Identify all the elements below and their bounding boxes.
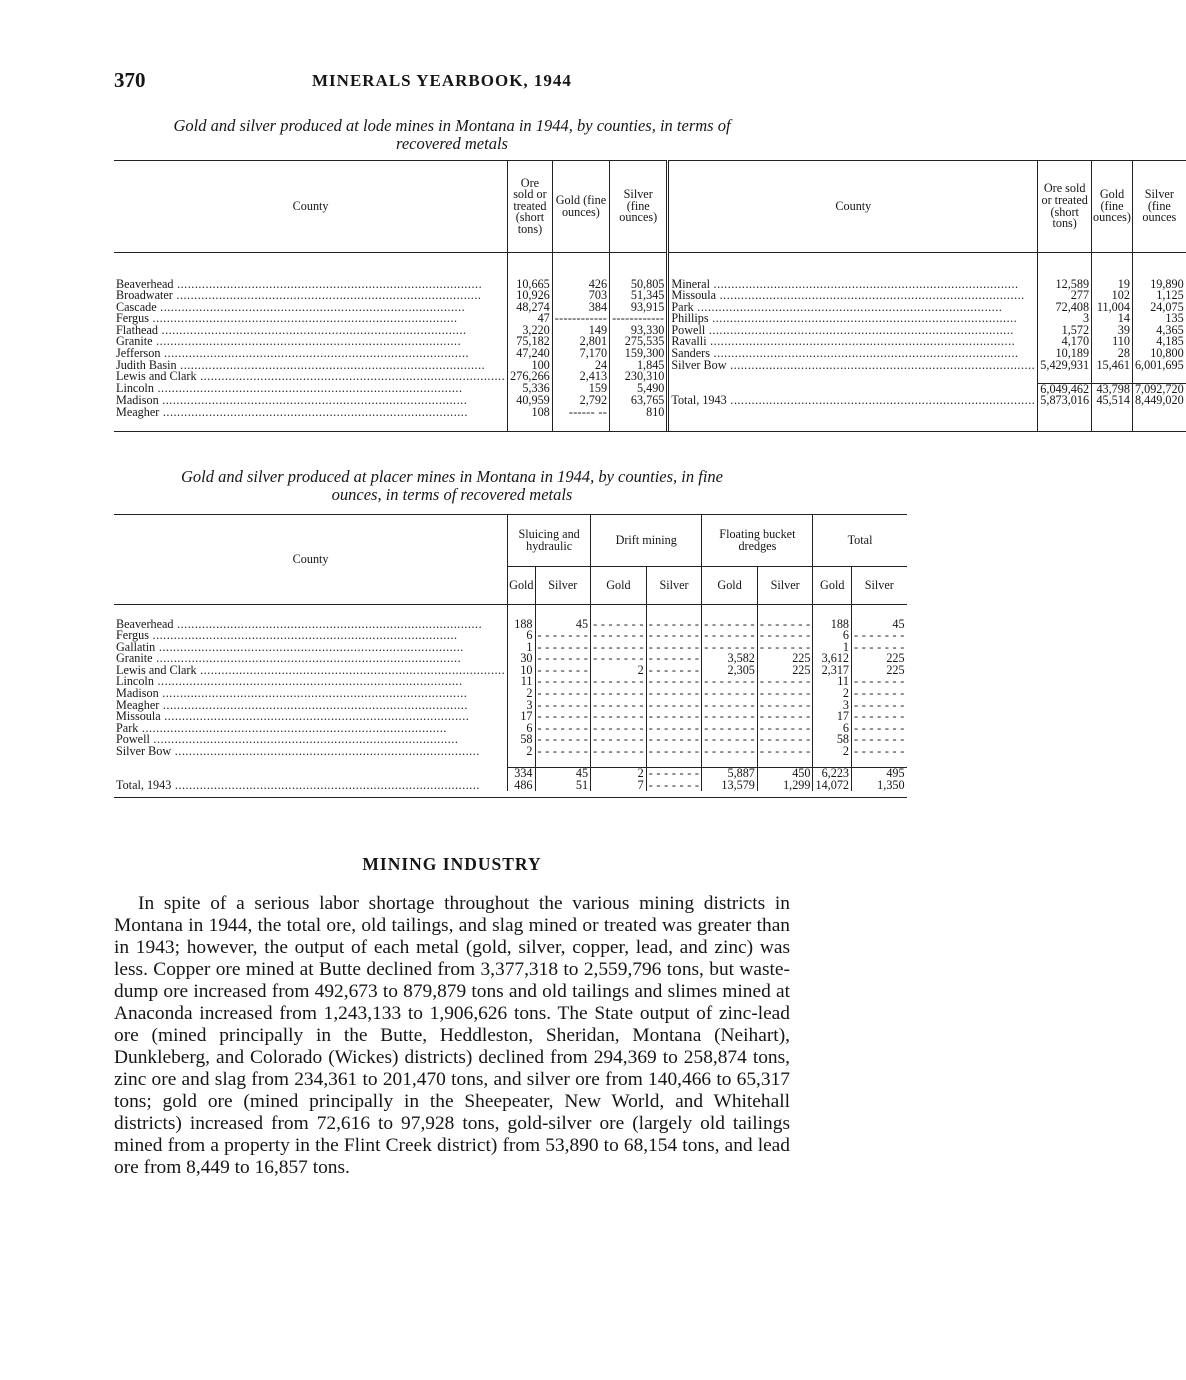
value-cell: 45 bbox=[535, 619, 591, 631]
table-row bbox=[114, 746, 907, 758]
value-cell: 47 bbox=[508, 313, 553, 325]
value-cell: 6 bbox=[508, 723, 535, 735]
body-paragraph: In spite of a serious labor shortage throughout the various mining districts in Montana in 1944, the total ore, old tailings, and slag mined or treated was greater than in 1943; however, the output of each metal (gold, silver, copper, lead, and zinc) was less. Copper ore mined at Butte declined from 3,377,318 to 2,559,796 tons, but waste-dump ore increased from 492,673 to 879,879 tons and old tailings and slimes mined at Anaconda increased from 1,243,133 to 1,906,626 tons. The State output of zinc-lead ore (mined principally in the Butte, Heddleston, Sheridan, Montana (Neihart), Dunkleberg, and Colorado (Wickes) districts) declined from 294,369 to 258,874 tons, zinc ore and slag from 234,361 to 201,470 tons, and silver ore from 140,466 to 65,317 tons; gold ore (mined principally in the Sheepeater, New World, and Whitehall districts) increased from 72,616 to 97,928 tons, gold-silver ore (largely old tailings mined from a property in the Flint Creek district) from 53,890 to 68,154 tons, and lead ore from 8,449 to 16,857 tons. bbox=[114, 893, 790, 1178]
value-cell: 6 bbox=[813, 630, 852, 642]
table2-caption: Gold and silver produced at placer mines in Montana in 1944, by counties, in fine ounces, in terms of recovered metals bbox=[181, 467, 723, 504]
value-cell: 4,185 bbox=[1156, 334, 1184, 349]
value-cell: - - - - - - - bbox=[646, 723, 702, 735]
value-cell: - - - - - - - bbox=[591, 642, 647, 654]
value-cell bbox=[1038, 407, 1092, 419]
value-cell: - - - - - - - bbox=[591, 734, 647, 746]
value-cell: - - - - - - - bbox=[646, 676, 702, 688]
county-cell: Lincoln ..... bbox=[114, 676, 508, 688]
value-cell: - - - - - - - bbox=[854, 744, 905, 759]
value-cell: 7,092,720 bbox=[1132, 383, 1185, 395]
value-cell: - - - - - - - bbox=[591, 688, 647, 700]
table1-caption: Gold and silver produced at lode mines in Montana in 1944, by counties, in terms of recovered metals bbox=[173, 116, 731, 153]
value-cell: - - - - - - - bbox=[702, 734, 758, 746]
value-cell: - - - - - - - bbox=[757, 619, 813, 631]
value-cell: 2 bbox=[591, 665, 647, 677]
value-cell: 8,449,020 bbox=[1134, 393, 1184, 408]
value-cell: 2 bbox=[813, 746, 852, 758]
value-cell: - - - - - - - bbox=[757, 723, 813, 735]
t1-header-county: County bbox=[114, 161, 508, 253]
value-cell bbox=[1092, 407, 1133, 419]
value-cell: 384 bbox=[552, 302, 609, 314]
value-cell: - - - - - - - bbox=[535, 734, 591, 746]
value-cell: 4,170 bbox=[1038, 336, 1092, 348]
value-cell: 6 bbox=[508, 630, 535, 642]
t1-header-gold: Gold (fine ounces) bbox=[552, 161, 609, 253]
value-cell: 1,125 bbox=[1156, 288, 1184, 303]
value-cell: 3 bbox=[508, 700, 535, 712]
t2-sub-gold-2: Gold bbox=[591, 567, 647, 605]
county-cell: Lewis and Clark ..... bbox=[114, 665, 508, 677]
value-cell: 6,001,695 bbox=[1134, 357, 1184, 372]
value-cell: - - - - - - - bbox=[646, 642, 702, 654]
value-cell: 100 bbox=[508, 360, 553, 372]
value-cell: 1 bbox=[813, 642, 852, 654]
value-cell: 5,336 bbox=[508, 383, 553, 395]
value-cell: - - - - - - - bbox=[646, 630, 702, 642]
value-cell: - - - - - - - bbox=[591, 676, 647, 688]
value-cell: 6 bbox=[813, 723, 852, 735]
value-cell: - - - - - - - bbox=[535, 665, 591, 677]
value-cell: - - - - - - - bbox=[757, 688, 813, 700]
value-cell: - - - - - - - bbox=[646, 665, 702, 677]
t1-header-ore-right: Ore sold or treated (short tons) bbox=[1038, 161, 1092, 253]
value-cell: 334 bbox=[508, 768, 535, 780]
county-cell: Park ..... bbox=[668, 302, 1038, 314]
county-cell: Beaverhead ..... bbox=[114, 619, 508, 631]
value-cell: ------------ bbox=[610, 313, 668, 325]
county-cell: Judith Basin ..... bbox=[114, 360, 508, 372]
value-cell: 93,330 bbox=[610, 325, 668, 337]
value-cell: - - - - - - - bbox=[702, 630, 758, 642]
value-cell: 75,182 bbox=[508, 336, 553, 348]
value-cell: - - - - - - - bbox=[757, 734, 813, 746]
value-cell: - - - - - - - bbox=[591, 653, 647, 665]
value-cell: - - - - - - - bbox=[854, 720, 905, 735]
value-cell: 2 bbox=[813, 688, 852, 700]
county-cell: Powell ..... bbox=[114, 734, 508, 746]
t1-header-county-right: County bbox=[668, 161, 1038, 253]
t2-header-total: Total bbox=[813, 515, 907, 567]
value-cell: 72,408 bbox=[1038, 302, 1092, 314]
value-cell: 2,305 bbox=[702, 665, 758, 677]
value-cell: 1,350 bbox=[877, 777, 905, 792]
value-cell: - - - - - - - bbox=[702, 746, 758, 758]
county-cell: Meagher ..... bbox=[114, 407, 508, 419]
t2-sub-silver-2: Silver bbox=[646, 567, 702, 605]
value-cell: - - - - - - - bbox=[757, 630, 813, 642]
value-cell: 10,189 bbox=[1038, 348, 1092, 360]
value-cell: 17 bbox=[813, 711, 852, 723]
value-cell: - - - - - - - bbox=[854, 628, 905, 643]
value-cell: - - - - - - - bbox=[646, 746, 702, 758]
county-cell: Powell ..... bbox=[668, 325, 1038, 337]
value-cell: - - - - - - - bbox=[702, 619, 758, 631]
value-cell: 159 bbox=[552, 383, 609, 395]
value-cell: 93,915 bbox=[610, 302, 668, 314]
county-cell: Phillips ..... bbox=[668, 313, 1038, 325]
value-cell: - - - - - - - bbox=[757, 711, 813, 723]
value-cell: 159,300 bbox=[610, 348, 668, 360]
value-cell: - - - - - - - bbox=[702, 700, 758, 712]
value-cell: - - - - - - - bbox=[535, 688, 591, 700]
t1-header-silver: Silver (fine ounces) bbox=[610, 161, 668, 253]
county-cell bbox=[668, 371, 1038, 383]
county-cell: Granite ..... bbox=[114, 336, 508, 348]
value-cell: 7 bbox=[591, 780, 647, 792]
value-cell: - - - - - - - bbox=[646, 734, 702, 746]
t2-sub-silver-4: Silver bbox=[852, 567, 907, 605]
value-cell: 225 bbox=[886, 651, 905, 666]
value-cell: 2,792 bbox=[552, 395, 609, 407]
value-cell: 149 bbox=[552, 325, 609, 337]
value-cell: 13,579 bbox=[702, 780, 758, 792]
county-cell bbox=[668, 407, 1038, 419]
value-cell: - - - - - - - bbox=[757, 642, 813, 654]
county-cell: Silver Bow ..... bbox=[114, 746, 508, 758]
value-cell: - - - - - - - bbox=[535, 711, 591, 723]
value-cell: - - - - - - - bbox=[702, 676, 758, 688]
county-cell: Gallatin ..... bbox=[114, 642, 508, 654]
value-cell: - - - - - - - bbox=[646, 700, 702, 712]
county-cell: Lewis and Clark ..... bbox=[114, 371, 508, 383]
value-cell: 48,274 bbox=[508, 302, 553, 314]
value-cell: 108 bbox=[508, 407, 553, 419]
value-cell: 3 bbox=[1038, 313, 1092, 325]
value-cell: 2,413 bbox=[552, 371, 609, 383]
value-cell: - - - - - - - bbox=[702, 688, 758, 700]
value-cell: - - - - - - - bbox=[757, 746, 813, 758]
value-cell: - - - - - - - bbox=[535, 723, 591, 735]
value-cell: 15,461 bbox=[1092, 360, 1133, 372]
value-cell: 2 bbox=[591, 768, 647, 780]
value-cell: 39 bbox=[1092, 325, 1133, 337]
value-cell: - - - - - - - bbox=[646, 780, 702, 792]
value-cell: 45,514 bbox=[1092, 395, 1133, 407]
value-cell: 5,429,931 bbox=[1038, 360, 1092, 372]
t2-sub-gold-1: Gold bbox=[508, 567, 535, 605]
t2-header-drift: Drift mining bbox=[591, 515, 702, 567]
table-row bbox=[114, 407, 1186, 419]
county-cell: Ravalli ..... bbox=[668, 336, 1038, 348]
county-cell: Mineral ..... bbox=[668, 279, 1038, 291]
value-cell: 51,345 bbox=[610, 290, 668, 302]
value-cell: 28 bbox=[1092, 348, 1133, 360]
value-cell: - - - - - - - bbox=[591, 746, 647, 758]
value-cell: ------ -- bbox=[552, 407, 609, 419]
county-cell: Granite ..... bbox=[114, 653, 508, 665]
value-cell: 30 bbox=[508, 653, 535, 665]
county-cell: Beaverhead ..... bbox=[114, 279, 508, 291]
value-cell: 50,805 bbox=[610, 279, 668, 291]
county-cell: Silver Bow ..... bbox=[668, 360, 1038, 372]
value-cell: - - - - - - - bbox=[646, 653, 702, 665]
value-cell: - - - - - - - bbox=[854, 674, 905, 689]
value-cell: 10,926 bbox=[508, 290, 553, 302]
value-cell: - - - - - - - bbox=[854, 686, 905, 701]
value-cell: 45 bbox=[535, 768, 591, 780]
value-cell: - - - - - - - bbox=[591, 630, 647, 642]
value-cell: - - - - - - - bbox=[702, 711, 758, 723]
value-cell: 11 bbox=[508, 676, 535, 688]
county-cell: Madison ..... bbox=[114, 688, 508, 700]
value-cell: 2 bbox=[508, 688, 535, 700]
t2-sub-gold-4: Gold bbox=[813, 567, 852, 605]
value-cell: - - - - - - - bbox=[535, 746, 591, 758]
value-cell: 43,798 bbox=[1092, 383, 1133, 395]
value-cell: 276,266 bbox=[508, 371, 553, 383]
county-cell: Madison ..... bbox=[114, 395, 508, 407]
value-cell: 275,535 bbox=[610, 336, 668, 348]
value-cell: - - - - - - - bbox=[591, 711, 647, 723]
value-cell: 1 bbox=[508, 642, 535, 654]
value-cell: 4,365 bbox=[1156, 322, 1184, 337]
value-cell: 486 bbox=[508, 780, 535, 792]
value-cell: 230,310 bbox=[610, 371, 668, 383]
value-cell: 5,490 bbox=[610, 383, 668, 395]
value-cell: 17 bbox=[508, 711, 535, 723]
value-cell: 6,049,462 bbox=[1038, 383, 1092, 395]
value-cell: 58 bbox=[813, 734, 852, 746]
value-cell: 110 bbox=[1092, 336, 1133, 348]
county-cell: Park ..... bbox=[114, 723, 508, 735]
county-cell: Missoula ..... bbox=[114, 711, 508, 723]
value-cell: 3 bbox=[813, 700, 852, 712]
value-cell: 225 bbox=[757, 665, 813, 677]
value-cell: 19,890 bbox=[1150, 276, 1184, 291]
value-cell: - - - - - - - bbox=[646, 768, 702, 780]
page-number: 370 bbox=[114, 68, 146, 92]
value-cell: 703 bbox=[552, 290, 609, 302]
value-cell: 11,004 bbox=[1092, 302, 1133, 314]
value-cell: - - - - - - - bbox=[854, 639, 905, 654]
value-cell: 45 bbox=[892, 616, 905, 631]
t2-header-sluicing: Sluicing and hydraulic bbox=[508, 515, 591, 567]
value-cell: 40,959 bbox=[508, 395, 553, 407]
value-cell: 1,299 bbox=[757, 780, 813, 792]
county-cell: Cascade ..... bbox=[114, 302, 508, 314]
value-cell: - - - - - - - bbox=[591, 700, 647, 712]
value-cell: 51 bbox=[535, 780, 591, 792]
value-cell: - - - - - - - bbox=[702, 723, 758, 735]
t2-sub-gold-3: Gold bbox=[702, 567, 758, 605]
value-cell: 24 bbox=[552, 360, 609, 372]
value-cell: 450 bbox=[757, 768, 813, 780]
county-cell: Sanders ..... bbox=[668, 348, 1038, 360]
value-cell: - - - - - - - bbox=[854, 709, 905, 724]
value-cell: 19 bbox=[1092, 279, 1133, 291]
value-cell bbox=[1132, 407, 1185, 419]
value-cell: 11 bbox=[813, 676, 852, 688]
t2-header-county: County bbox=[114, 515, 508, 605]
value-cell: - - - - - - - bbox=[535, 700, 591, 712]
value-cell: - - - - - - - bbox=[702, 642, 758, 654]
value-cell: 188 bbox=[508, 619, 535, 631]
value-cell: 188 bbox=[813, 619, 852, 631]
value-cell: 135 bbox=[1165, 311, 1184, 326]
value-cell: - - - - - - - bbox=[591, 723, 647, 735]
county-cell: Broadwater ..... bbox=[114, 290, 508, 302]
t1-header-gold-right: Gold (fine ounces) bbox=[1092, 161, 1133, 253]
value-cell: - - - - - - - bbox=[854, 697, 905, 712]
value-cell: - - - - - - - bbox=[757, 676, 813, 688]
value-cell: 810 bbox=[610, 407, 668, 419]
value-cell: 3,612 bbox=[813, 653, 852, 665]
value-cell: ------------ bbox=[552, 313, 609, 325]
county-cell: Lincoln ..... bbox=[114, 383, 508, 395]
value-cell: 10 bbox=[508, 665, 535, 677]
value-cell: - - - - - - - bbox=[535, 642, 591, 654]
value-cell: 495 bbox=[852, 768, 907, 780]
value-cell: 5,887 bbox=[702, 768, 758, 780]
value-cell: 225 bbox=[886, 662, 905, 677]
page-header bbox=[114, 68, 790, 94]
value-cell: 14 bbox=[1092, 313, 1133, 325]
value-cell: 1,845 bbox=[610, 360, 668, 372]
value-cell: 2 bbox=[508, 746, 535, 758]
value-cell: - - - - - - - bbox=[646, 711, 702, 723]
value-cell: 47,240 bbox=[508, 348, 553, 360]
running-title: MINERALS YEARBOOK, 1944 bbox=[312, 71, 572, 90]
value-cell: - - - - - - - bbox=[535, 630, 591, 642]
value-cell: 426 bbox=[552, 279, 609, 291]
value-cell: - - - - - - - bbox=[535, 676, 591, 688]
value-cell: 63,765 bbox=[610, 395, 668, 407]
value-cell: 58 bbox=[508, 734, 535, 746]
value-cell: - - - - - - - bbox=[591, 619, 647, 631]
value-cell: 6,223 bbox=[813, 768, 852, 780]
county-cell: Fergus ..... bbox=[114, 313, 508, 325]
t1-header-ore: Ore sold or treated (short tons) bbox=[508, 161, 553, 253]
value-cell: 225 bbox=[757, 653, 813, 665]
county-cell: Meagher ..... bbox=[114, 700, 508, 712]
county-cell: Total, 1943 ..... bbox=[668, 395, 1038, 407]
value-cell: 277 bbox=[1038, 290, 1092, 302]
value-cell: - - - - - - - bbox=[535, 653, 591, 665]
value-cell: 3,220 bbox=[508, 325, 553, 337]
value-cell: 2,801 bbox=[552, 336, 609, 348]
t1-header-silver-right: Silver (fine ounces bbox=[1132, 161, 1185, 253]
value-cell: 102 bbox=[1092, 290, 1133, 302]
lode-mines-table bbox=[114, 160, 1186, 432]
value-cell: 14,072 bbox=[813, 780, 852, 792]
value-cell: 24,075 bbox=[1150, 299, 1184, 314]
table-row bbox=[114, 780, 907, 792]
value-cell: - - - - - - - bbox=[854, 732, 905, 747]
value-cell: 7,170 bbox=[552, 348, 609, 360]
t2-sub-silver-1: Silver bbox=[535, 567, 591, 605]
value-cell: 1,572 bbox=[1038, 325, 1092, 337]
t2-header-floating: Floating bucket dredges bbox=[702, 515, 813, 567]
placer-mines-table bbox=[114, 514, 907, 798]
county-cell: Flathead ..... bbox=[114, 325, 508, 337]
value-cell: 12,589 bbox=[1038, 279, 1092, 291]
t2-sub-silver-3: Silver bbox=[757, 567, 813, 605]
county-cell: Total, 1943 ..... bbox=[114, 780, 508, 792]
value-cell: 5,873,016 bbox=[1038, 395, 1092, 407]
county-cell: Jefferson ..... bbox=[114, 348, 508, 360]
value-cell: - - - - - - - bbox=[757, 700, 813, 712]
county-cell: Missoula ..... bbox=[668, 290, 1038, 302]
value-cell: - - - - - - - bbox=[646, 619, 702, 631]
value-cell: 10,665 bbox=[508, 279, 553, 291]
county-cell: Fergus ..... bbox=[114, 630, 508, 642]
value-cell: 2,317 bbox=[813, 665, 852, 677]
value-cell: 10,800 bbox=[1150, 346, 1184, 361]
value-cell: 3,582 bbox=[702, 653, 758, 665]
value-cell: - - - - - - - bbox=[646, 688, 702, 700]
section-title: MINING INDUSTRY bbox=[362, 854, 542, 874]
